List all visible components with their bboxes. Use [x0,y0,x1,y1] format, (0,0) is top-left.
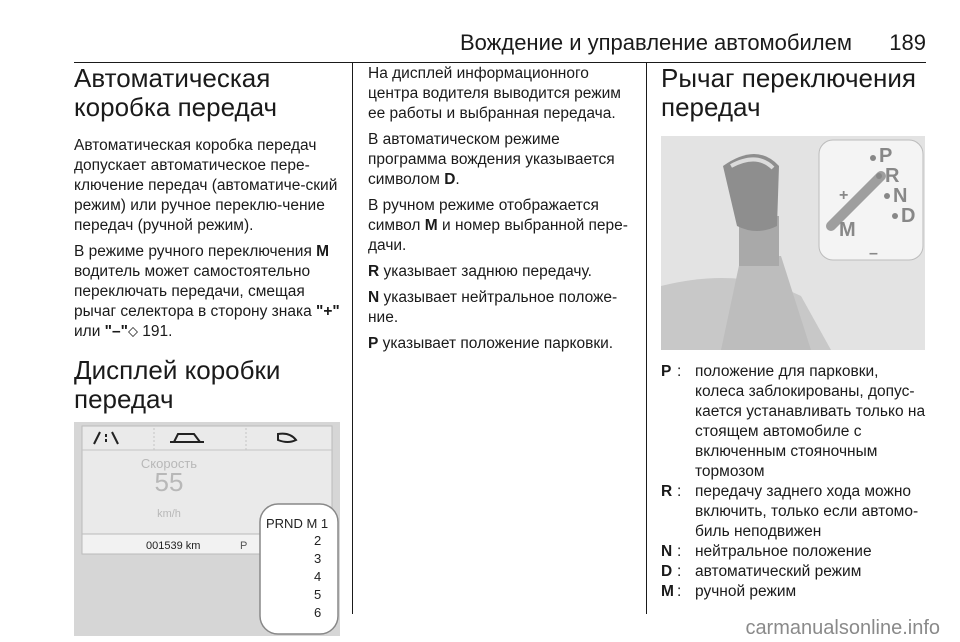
page-header-title: Вождение и управление автомобилем [459,30,852,55]
symbol-d: D [444,171,456,188]
symbol-m: M [316,243,330,260]
gate-m: M [839,219,856,241]
text-fragment: указывает положение парковки. [378,335,614,352]
section-heading-display: Дисплей коробки передач [74,355,281,414]
gear-list [314,532,321,622]
text-fragment: В ручном режиме отображается символ [368,197,599,234]
paragraph-neutral [368,288,640,328]
legend-text: положение для парковки, колеса заблокированы, допус-кается устанавливать только на стоящем автомобиле с включенным стояночным тормозом [695,363,926,480]
odometer-value: 001539 km [146,540,201,552]
paragraph-intro: Автоматическая коробка передач допускает автоматическое пере-ключение передач (автоматиче-ский режим) или ручное переклю-чение передач (ручной режим). [74,137,338,234]
minus-icon: – [869,245,878,262]
paragraph-park [368,334,640,354]
page-reference[interactable]: 191. [138,323,173,340]
speed-value: 55 [154,467,184,497]
gear-lever-illustration [661,136,925,350]
legend-colon: : [677,563,682,580]
gear-indicator: P [240,540,248,552]
legend-colon: : [677,543,682,560]
column-3 [661,64,929,602]
gate-d: D [901,205,916,227]
symbol-plus: "+" [316,303,340,320]
paragraph-reverse [368,262,640,282]
section-heading-gear-lever: Рычаг переключения передач [661,63,916,122]
speed-unit: km/h [157,508,181,520]
text-fragment: указывает нейтральное положе-ние. [368,289,618,326]
gear-number: 6 [314,605,322,620]
text-fragment: В режиме ручного переключения [74,243,317,260]
text-fragment: В автоматическом режиме программа вождения указывается символом [368,131,615,188]
gear-legend [661,362,929,602]
legend-key: N [661,543,673,560]
symbol-m: M [424,217,438,234]
gate-p: P [879,145,893,167]
legend-colon: : [677,483,682,500]
legend-row-p [661,362,929,482]
paragraph-automatic-mode [368,130,640,190]
symbol-minus: "–" [104,323,128,340]
column-2 [368,64,640,360]
column-divider-2 [646,62,647,614]
text-fragment: водитель может самостоятельно переключать передачи, смещая рычаг селектора в сторону знака [74,263,317,320]
column-1 [74,64,342,636]
legend-colon: : [677,583,682,600]
paragraph-manual-mode [74,242,342,342]
symbol-n: N [368,289,380,306]
speed-label: Скорость [140,456,198,471]
gate-n: N [893,185,908,207]
legend-row-d [661,562,929,582]
legend-key: M [661,583,674,600]
gate-r: R [885,165,900,187]
gear-number: 4 [314,569,322,584]
legend-text: автоматический режим [695,563,862,580]
legend-text: нейтральное положение [695,543,872,560]
legend-key: D [661,563,673,580]
paragraph-manual-display [368,196,640,256]
symbol-p: P [368,335,379,352]
watermark: carmanualsonline.info [745,617,940,639]
legend-key: P [661,363,672,380]
legend-colon: : [677,363,682,380]
legend-text: передачу заднего хода можно включить, только если автомо-биль неподвижен [695,483,919,540]
symbol-r: R [368,263,380,280]
text-fragment: указывает заднюю передачу. [379,263,592,280]
legend-row-m [661,582,929,602]
gear-number: 5 [314,587,322,602]
gear-number: 2 [314,533,322,548]
column-divider-1 [352,62,353,614]
transmission-display-illustration [74,422,340,636]
plus-icon: + [839,187,849,204]
reference-arrow-icon [128,327,138,337]
gear-lever-svg [661,136,925,350]
gear-list-header: PRND M 1 [266,516,329,531]
section-heading-automatic-transmission: Автоматическая коробка передач [74,63,278,122]
gear-number: 3 [314,551,322,566]
paragraph-display-info: На дисплей информационного центра водителя выводится режим ее работы и выбранная передача. [368,65,621,122]
text-fragment: и номер выбранной пере-дачи. [368,217,628,254]
text-fragment: . [455,171,460,188]
legend-row-r [661,482,929,542]
text-fragment: или [74,323,105,340]
page-number: 189 [889,30,926,55]
legend-row-n [661,542,929,562]
legend-text: ручной режим [695,583,797,600]
legend-key: R [661,483,673,500]
